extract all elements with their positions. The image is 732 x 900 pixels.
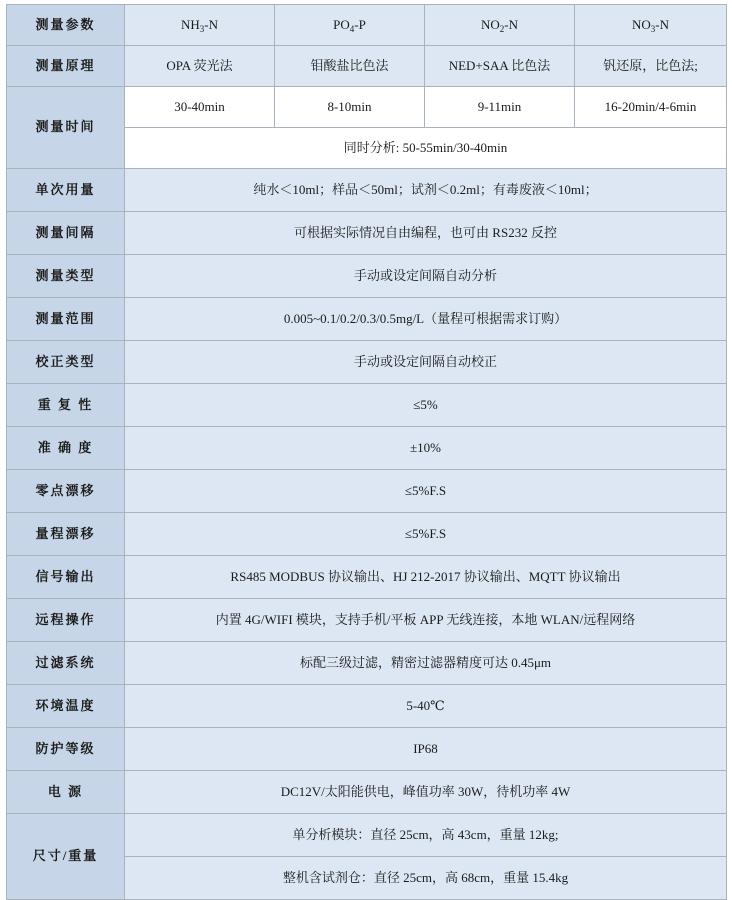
header-no2n-sub: 2 — [499, 23, 505, 34]
header-po4p-pre: PO — [333, 16, 350, 32]
header-cell-nh3n — [125, 5, 275, 46]
header-nh3n-sub: 3 — [199, 23, 205, 34]
cell-zero-drift-value: ≤5%F.S — [125, 470, 727, 513]
cell-time-simultaneous: 同时分析: 50-55min/30-40min — [125, 128, 727, 169]
table-row — [7, 814, 727, 857]
cell-power-value: DC12V/太阳能供电，峰值功率 30W，待机功率 4W — [125, 771, 727, 814]
cell-remote-operation-value: 内置 4G/WIFI 模块，支持手机/平板 APP 无线连接，本地 WLAN/远程网络 — [125, 599, 727, 642]
cell-filtration-value: 标配三级过滤，精密过滤器精度可达 0.45μm — [125, 642, 727, 685]
cell-interval-value: 可根据实际情况自由编程，也可由 RS232 反控 — [125, 212, 727, 255]
row-label-size-weight: 尺寸/重量 — [7, 814, 125, 900]
table-row — [7, 642, 727, 685]
header-cell-no2n — [425, 5, 575, 46]
cell-principle-po4p: 钼酸盐比色法 — [275, 46, 425, 87]
header-cell-po4p — [275, 5, 425, 46]
row-label-calibration-type: 校正类型 — [7, 341, 125, 384]
header-no3n-sub: 3 — [650, 23, 656, 34]
cell-size-weight-full: 整机含试剂仓：直径 25cm，高 68cm，重量 15.4kg — [125, 857, 727, 900]
table-row — [7, 298, 727, 341]
header-cell-param: 测量参数 — [7, 5, 125, 46]
row-label-zero-drift: 零点漂移 — [7, 470, 125, 513]
row-label-power: 电 源 — [7, 771, 125, 814]
cell-protection-rating-value: IP68 — [125, 728, 727, 771]
table-row — [7, 556, 727, 599]
table-row — [7, 341, 727, 384]
table-row — [7, 384, 727, 427]
row-label-remote-operation: 远程操作 — [7, 599, 125, 642]
table-row — [7, 46, 727, 87]
table-row — [7, 470, 727, 513]
cell-ambient-temp-value: 5-40℃ — [125, 685, 727, 728]
cell-repeatability-value: ≤5% — [125, 384, 727, 427]
header-cell-no3n — [575, 5, 727, 46]
row-label-span-drift: 量程漂移 — [7, 513, 125, 556]
cell-accuracy-value: ±10% — [125, 427, 727, 470]
header-po4p-post: -P — [354, 16, 366, 32]
table-row — [7, 87, 727, 128]
table-row — [7, 513, 727, 556]
row-label-measure-type: 测量类型 — [7, 255, 125, 298]
cell-calibration-type-value: 手动或设定间隔自动校正 — [125, 341, 727, 384]
table-row — [7, 427, 727, 470]
row-label-ambient-temp: 环境温度 — [7, 685, 125, 728]
row-label-protection-rating: 防护等级 — [7, 728, 125, 771]
table-header-row — [7, 5, 727, 46]
table-row — [7, 599, 727, 642]
cell-principle-nh3n: OPA 荧光法 — [125, 46, 275, 87]
row-label-filtration: 过滤系统 — [7, 642, 125, 685]
row-label-interval: 测量间隔 — [7, 212, 125, 255]
table-row — [7, 771, 727, 814]
row-label-dosage: 单次用量 — [7, 169, 125, 212]
table-row — [7, 685, 727, 728]
row-label-repeatability: 重 复 性 — [7, 384, 125, 427]
cell-principle-no3n: 钒还原，比色法; — [575, 46, 727, 87]
cell-time-nh3n: 30-40min — [125, 87, 275, 128]
table-row — [7, 169, 727, 212]
cell-time-no2n: 9-11min — [425, 87, 575, 128]
row-label-accuracy: 准 确 度 — [7, 427, 125, 470]
header-no2n-post: -N — [504, 16, 518, 32]
cell-range-value: 0.005~0.1/0.2/0.3/0.5mg/L（量程可根据需求订购） — [125, 298, 727, 341]
header-po4p-sub: 4 — [349, 23, 355, 34]
row-label-signal-output: 信号输出 — [7, 556, 125, 599]
header-no3n-pre: NO — [632, 16, 651, 32]
row-label-range: 测量范围 — [7, 298, 125, 341]
cell-time-po4p: 8-10min — [275, 87, 425, 128]
specification-table — [6, 4, 727, 900]
table-row — [7, 212, 727, 255]
header-nh3n-pre: NH — [181, 16, 200, 32]
cell-principle-no2n: NED+SAA 比色法 — [425, 46, 575, 87]
row-label-time: 测量时间 — [7, 87, 125, 169]
cell-signal-output-value: RS485 MODBUS 协议输出、HJ 212-2017 协议输出、MQTT 协议输出 — [125, 556, 727, 599]
table-row — [7, 728, 727, 771]
header-no3n-post: -N — [655, 16, 669, 32]
cell-time-no3n: 16-20min/4-6min — [575, 87, 727, 128]
cell-measure-type-value: 手动或设定间隔自动分析 — [125, 255, 727, 298]
row-label-principle: 测量原理 — [7, 46, 125, 87]
header-no2n-pre: NO — [481, 16, 500, 32]
cell-span-drift-value: ≤5%F.S — [125, 513, 727, 556]
header-nh3n-post: -N — [204, 16, 218, 32]
table-row — [7, 255, 727, 298]
cell-size-weight-module: 单分析模块：直径 25cm，高 43cm，重量 12kg; — [125, 814, 727, 857]
cell-dosage-value: 纯水＜10ml；样品＜50ml；试剂＜0.2ml；有毒废液＜10ml； — [125, 169, 727, 212]
